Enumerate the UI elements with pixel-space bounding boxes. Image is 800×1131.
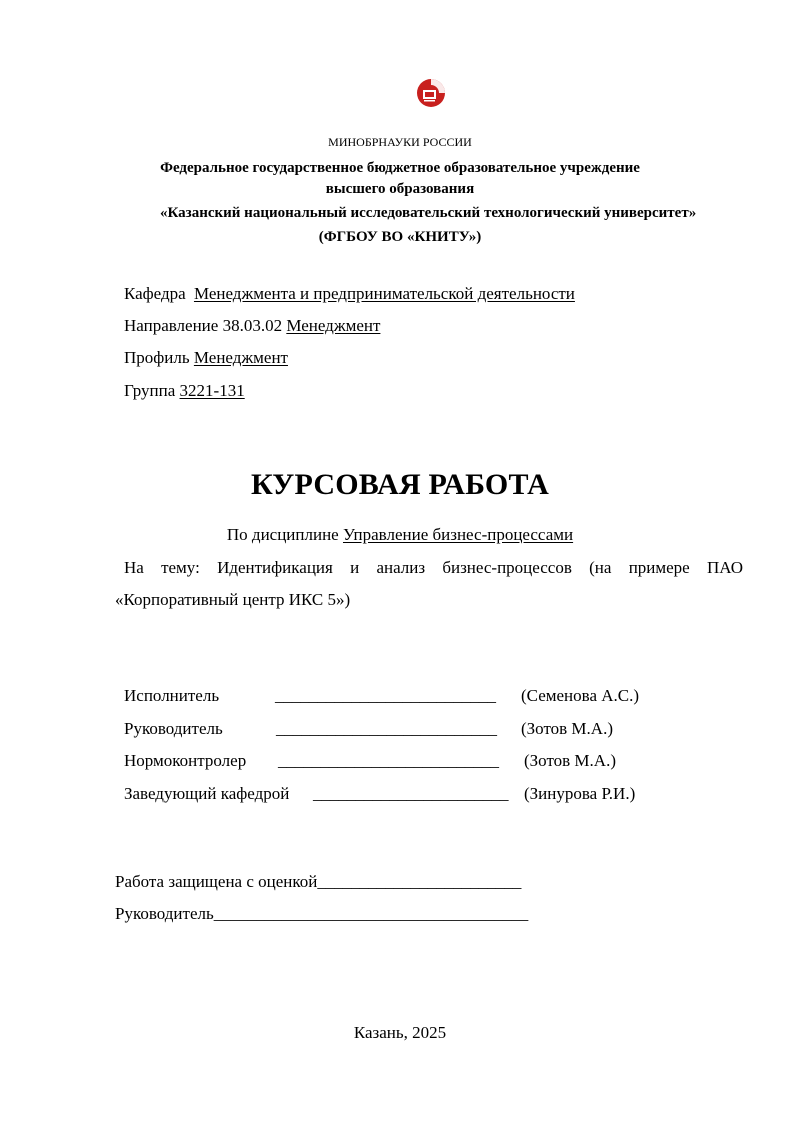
signature-role: Заведующий кафедрой [124,784,290,803]
topic-word: бизнес-процессов [442,558,572,577]
profile-label: Профиль [124,348,194,367]
document-title: КУРСОВАЯ РАБОТА [250,468,550,501]
group-label: Группа [124,381,180,400]
institution-line1: Федеральное государственное бюджетное образовательное учреждение [160,160,640,176]
ministry-name: МИНОБРНАУКИ РОССИИ [328,135,472,149]
department-row [124,284,575,304]
grade-line: ________________________ [317,872,522,891]
supervisor-line: _____________________________________ [213,904,529,923]
profile-value: Менеджмент [193,348,288,367]
discipline-value: Управление бизнес-процессами [342,525,574,544]
discipline-row [0,525,800,545]
direction-value: Менеджмент [286,316,381,335]
discipline-label: По дисциплине [226,525,343,544]
signature-name: (Зотов М.А.) [524,751,616,770]
supervisor-row [115,904,528,924]
topic-word: Идентификация [217,558,333,577]
topic-word: анализ [376,558,426,577]
signature-name: (Зинурова Р.И.) [524,784,636,803]
signature-name: (Зотов М.А.) [521,719,613,738]
signature-role: Нормоконтролер [124,751,247,770]
department-label: Кафедра [124,284,190,303]
group-row [124,381,245,401]
profile-row [124,348,288,368]
supervisor-label: Руководитель [115,904,214,923]
direction-row [124,316,380,336]
topic-word: ПАО [706,558,743,577]
signature-line: __________________________ [278,751,499,770]
signature-line: _______________________ [313,784,509,803]
city-year: Казань, 2025 [353,1023,447,1042]
institution-line2: высшего образования [325,181,475,197]
direction-label: Направление 38.03.02 [124,316,287,335]
topic-line2: «Корпоративный центр ИКС 5») [115,590,351,609]
topic-line1 [124,558,743,578]
signature-role: Руководитель [124,719,223,738]
department-value: Менеджмента и предпринимательской деятельности [193,284,575,303]
group-value: 3221-131 [179,381,245,400]
grade-row [115,872,521,892]
signature-name: (Семенова А.С.) [521,686,640,705]
university-name: «Казанский национальный исследовательский технологический университет» [160,205,697,221]
topic-word: примере [628,558,690,577]
topic-word: (на [589,558,612,577]
topic-word: тему: [161,558,200,577]
grade-label: Работа защищена с оценкой [115,872,318,891]
topic-word: На [124,558,144,577]
university-abbr: (ФГБОУ ВО «КНИТУ») [318,229,482,245]
signature-role: Исполнитель [124,686,220,705]
university-logo-icon [415,77,447,109]
topic-word: и [350,558,360,577]
signature-line: __________________________ [276,719,497,738]
signature-line: __________________________ [275,686,496,705]
